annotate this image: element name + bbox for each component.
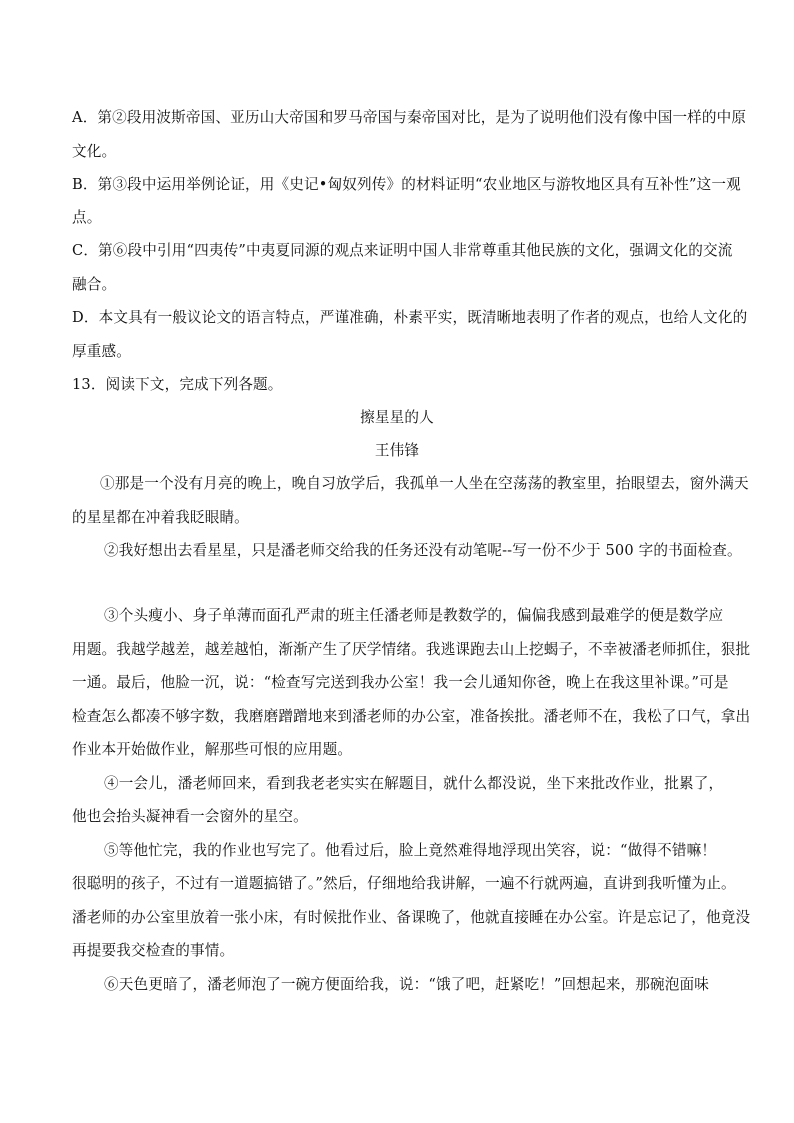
paragraph-4-line-1: ④一会儿，潘老师回来，看到我老老实实在解题目，就什么都没说，坐下来批改作业，批累了， <box>104 775 724 792</box>
paragraph-3-line-3: 一通。最后，他脸一沉，说：“检查写完送到我办公室！我一会儿通知你爸，晚上在我这里补课。”可是 <box>72 674 729 691</box>
option-c-line-1: C．第⑥段中引用“四夷传”中夷夏同源的观点来证明中国人非常尊重其他民族的文化，强调文化的交流 <box>72 242 733 259</box>
option-a-line-2: 文化。 <box>72 143 117 160</box>
paragraph-5-line-4: 再提要我交检查的事情。 <box>72 942 235 959</box>
paragraph-1-line-1: ①那是一个没有月亮的晚上，晚自习放学后，我孤单一人坐在空荡荡的教室里，抬眼望去，窗外满天 <box>100 475 749 492</box>
paragraph-5-line-1: ⑤等他忙完，我的作业也写完了。他看过后，脸上竟然难得地浮现出笑容，说：“做得不错嘛！ <box>104 842 717 859</box>
paragraph-3-line-2: 用题。我越学越差，越差越怕，渐渐产生了厌学情绪。我逃课跑去山上挖蝎子，不幸被潘老师抓住，狠批 <box>72 641 751 658</box>
option-b-line-1: B．第③段中运用举例论证，用《史记•匈奴列传》的材料证明“农业地区与游牧地区具有互补性”这一观 <box>72 176 741 193</box>
option-b-line-2: 点。 <box>72 209 102 226</box>
paragraph-6-line-1: ⑥天色更暗了，潘老师泡了一碗方便面给我，说：“饿了吧，赶紧吃！”回想起来，那碗泡面味 <box>104 976 709 993</box>
option-c-line-2: 融合。 <box>72 276 117 293</box>
paragraph-2-line-1: ②我好想出去看星星，只是潘老师交给我的任务还没有动笔呢--写一份不少于 500 字的书面检查。 <box>104 542 742 559</box>
article-author: 王伟锋 <box>374 442 420 459</box>
paragraph-3-line-1: ③个头瘦小、身子单薄而面孔严肃的班主任潘老师是教数学的，偏偏我感到最难学的便是数学应 <box>104 607 724 624</box>
paragraph-3-line-5: 作业本开始做作业，解那些可恨的应用题。 <box>72 741 353 758</box>
option-d-line-2: 厚重感。 <box>72 343 131 360</box>
paragraph-5-line-2: 很聪明的孩子，不过有一道题搞错了。”然后，仔细地给我讲解，一遍不行就两遍，直讲到我听懂为止。 <box>72 875 736 892</box>
paragraph-1-line-2: 的星星都在冲着我眨眼睛。 <box>72 509 249 526</box>
article-title: 擦星星的人 <box>360 409 434 426</box>
option-a-line-1: A．第②段用波斯帝国、亚历山大帝国和罗马帝国与秦帝国对比，是为了说明他们没有像中国一样的中原 <box>72 109 747 126</box>
paragraph-4-line-2: 他也会抬头凝神看一会窗外的星空。 <box>72 808 308 825</box>
question-13-heading: 13．阅读下文，完成下列各题。 <box>72 376 283 393</box>
option-d-line-1: D．本文具有一般议论文的语言特点，严谨准确，朴素平实，既清晰地表明了作者的观点，也给人文化的 <box>72 309 748 326</box>
paragraph-5-line-3: 潘老师的办公室里放着一张小床，有时候批作业、备课晚了，他就直接睡在办公室。许是忘记了，他竟没 <box>72 909 751 926</box>
paragraph-3-line-4: 检查怎么都凑不够字数，我磨磨蹭蹭地来到潘老师的办公室，准备挨批。潘老师不在，我松了口气，拿出 <box>72 708 751 725</box>
